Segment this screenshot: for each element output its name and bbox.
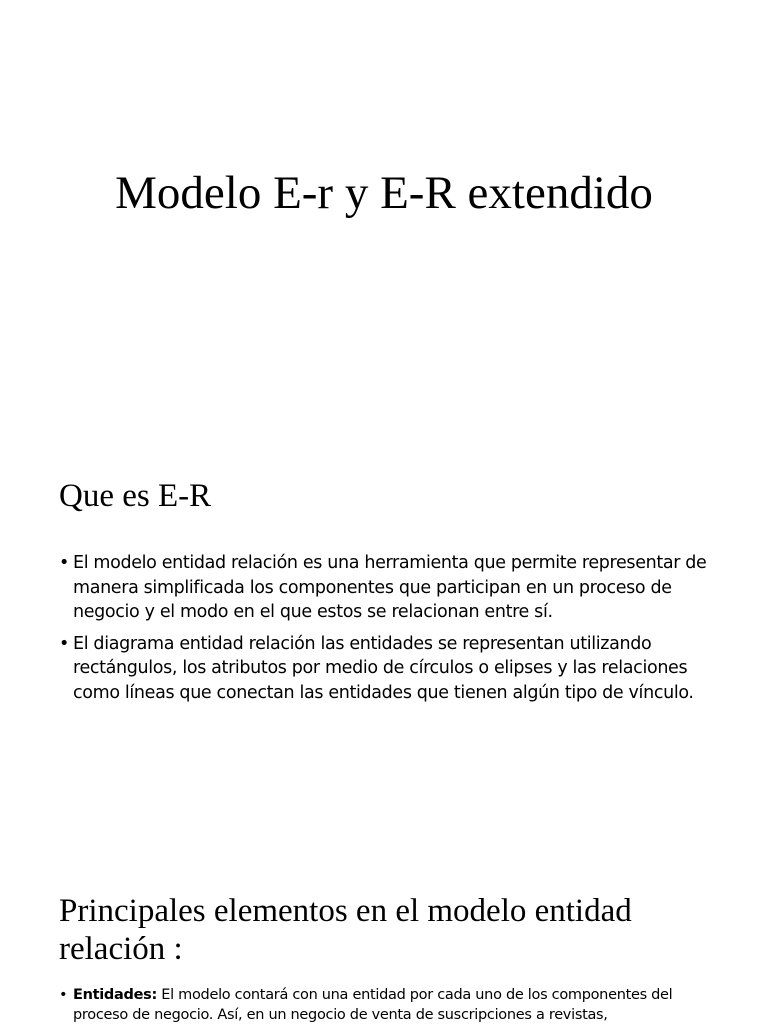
bullet-icon: • <box>59 633 69 654</box>
bullet-text: El modelo entidad relación es una herramienta que permite representar de manera simplificada los componentes que participan en un proceso de negocio y el modo en el que estos se relacionan entre sí. <box>73 553 707 622</box>
bullet-text: El diagrama entidad relación las entidades se representan utilizando rectángulos, los atributos por medio de círculos o elipses y las relaciones como líneas que conectan las entidades que tienen algún tipo de vínculo. <box>73 633 694 703</box>
bullet-term: Entidades: <box>73 987 157 1003</box>
bullet-text: El modelo contará con una entidad por cada uno de los componentes del proceso de negocio. Así, en un negocio de venta de suscripciones a revistas, <box>73 987 673 1023</box>
slide-title: Modelo E-r y E-R extendido <box>115 167 653 219</box>
section-heading-que-es-er: Que es E-R <box>59 478 212 514</box>
bullet-icon: • <box>59 553 69 573</box>
bullet-item <box>59 985 719 1024</box>
section-heading-principales-elementos: Principales elementos en el modelo entidad relación : <box>59 893 632 967</box>
bullet-icon: • <box>59 987 68 1003</box>
bullet-list-principales-elementos <box>59 985 719 1024</box>
